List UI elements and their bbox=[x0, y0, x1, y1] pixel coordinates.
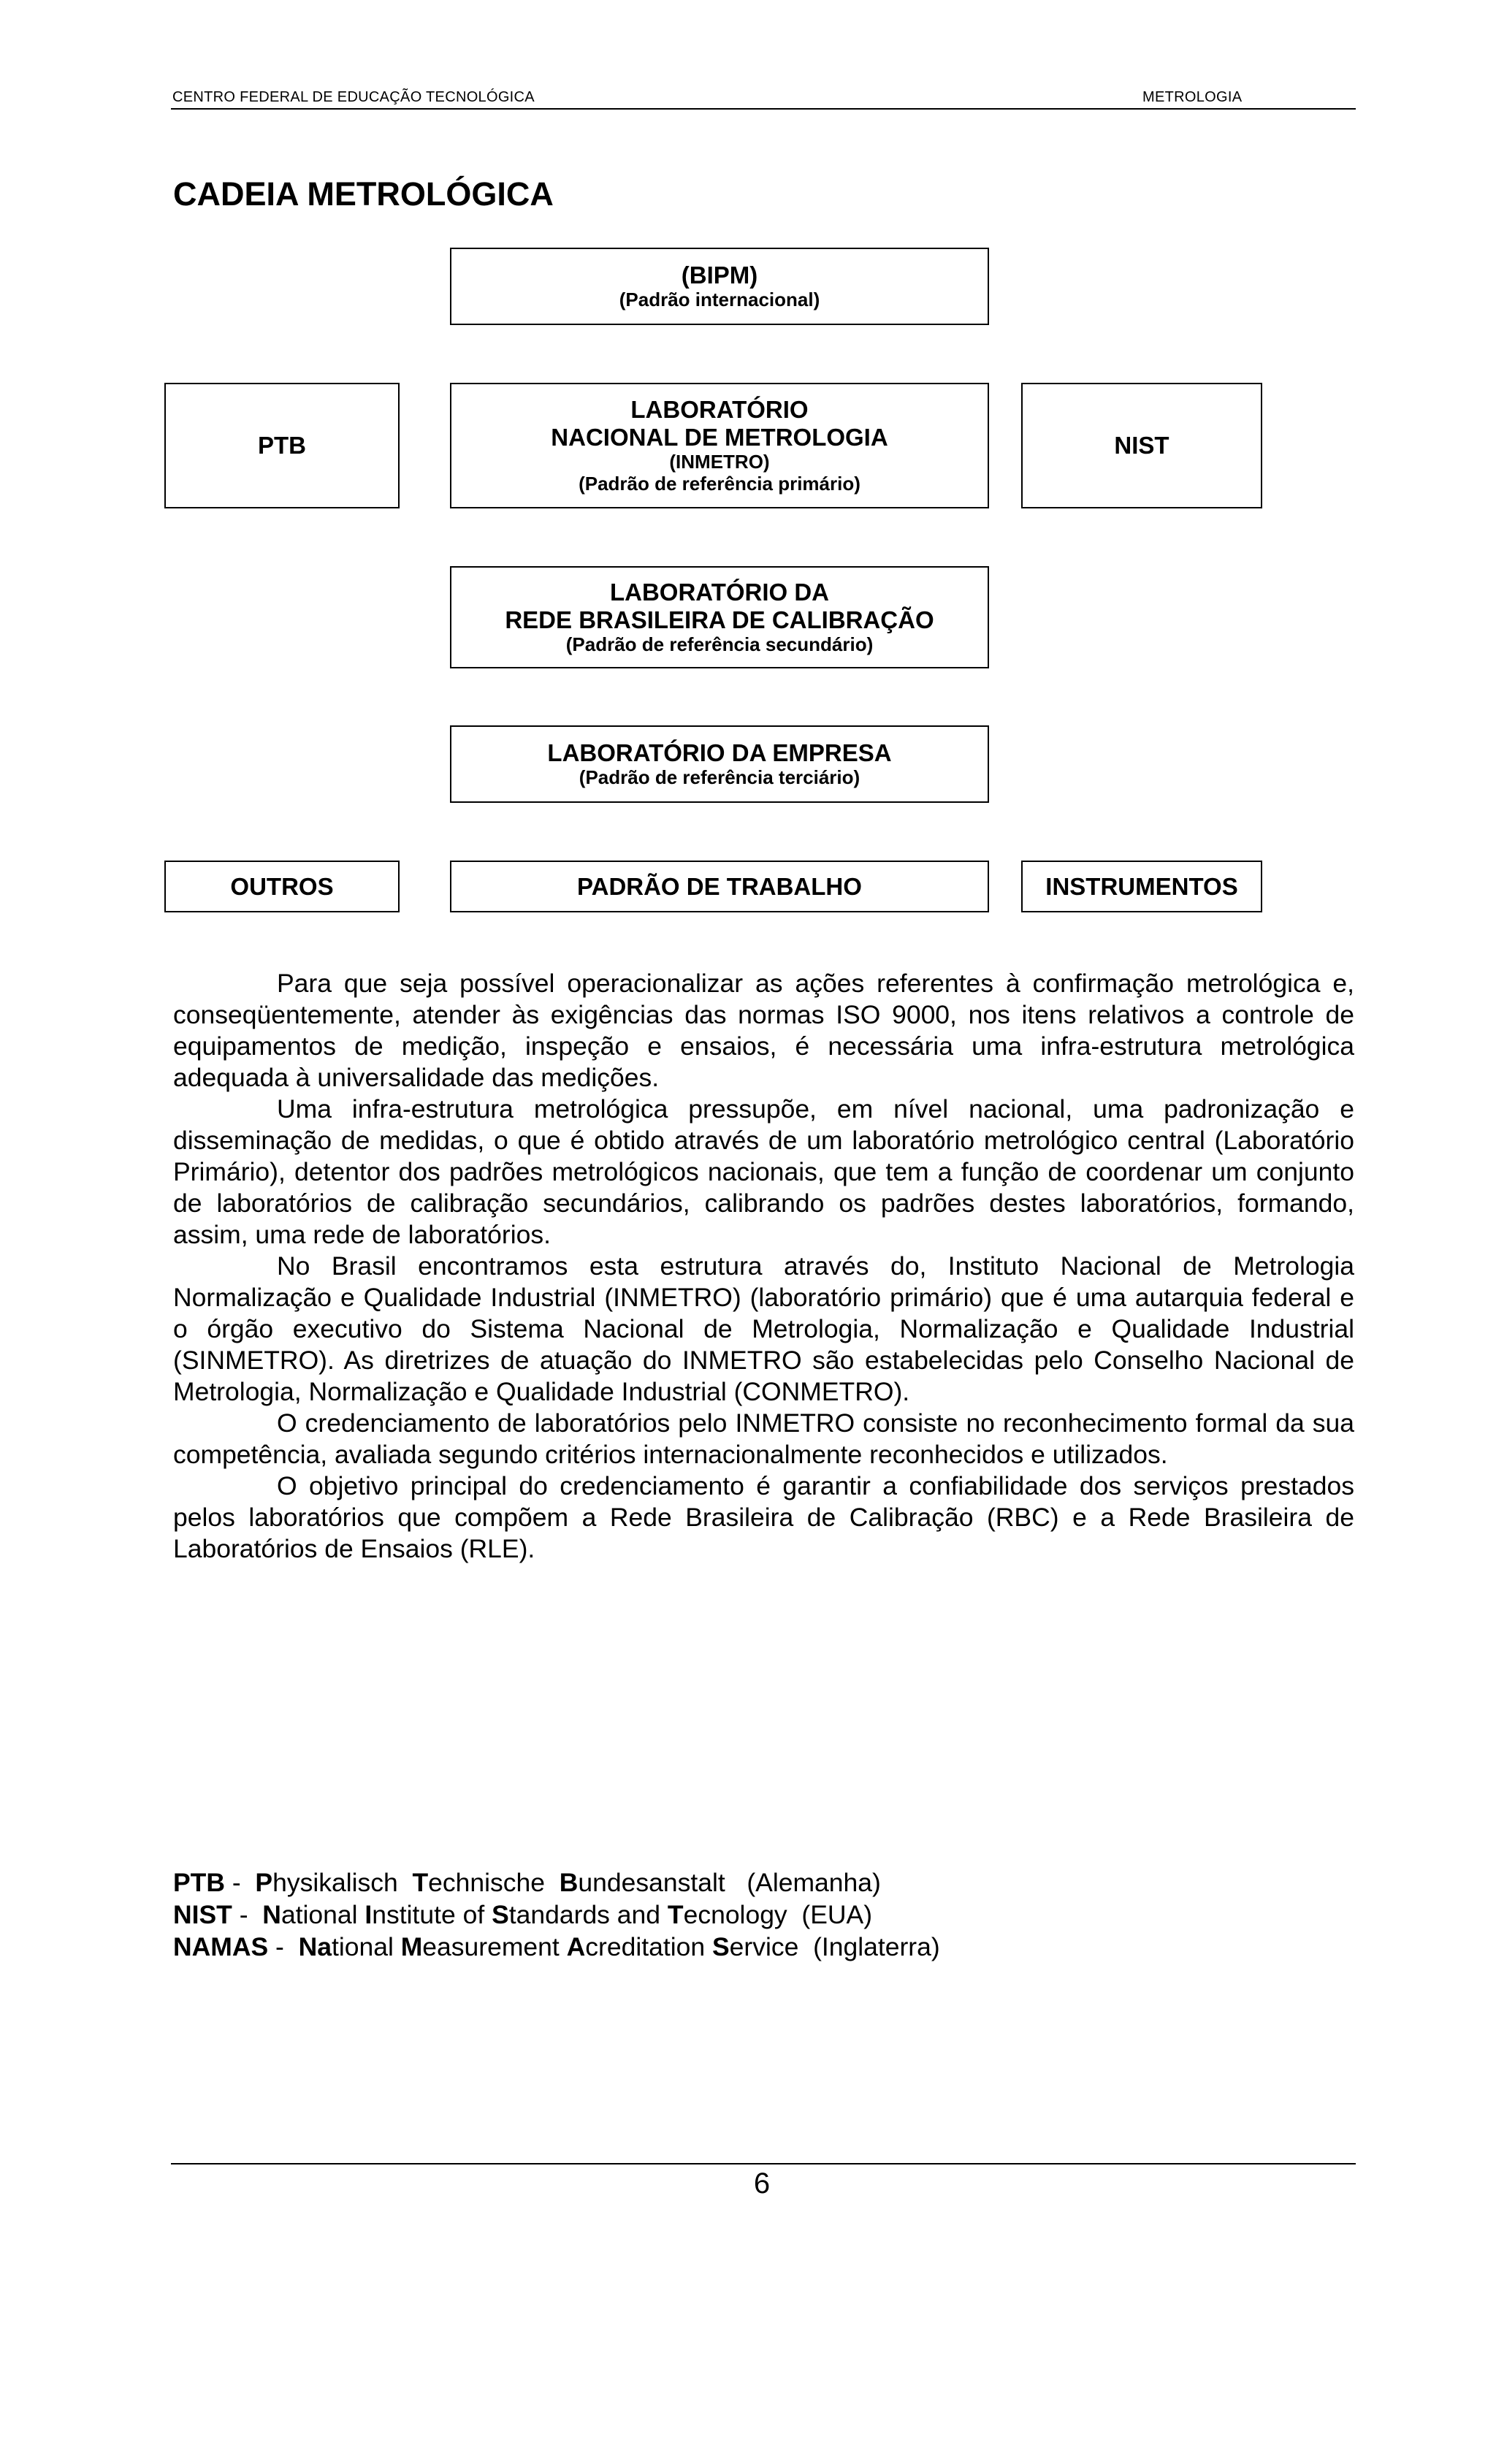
nist-label: NIST bbox=[1114, 432, 1169, 459]
abbrev-word: creditation bbox=[585, 1932, 712, 1961]
abbrev-term: PTB bbox=[173, 1868, 225, 1897]
abbrev-initial: B bbox=[559, 1868, 579, 1897]
bipm-subtitle: (Padrão internacional) bbox=[619, 289, 820, 311]
body-text bbox=[173, 968, 1354, 1565]
abbrev-initial: I bbox=[365, 1900, 373, 1929]
national-lab-line4: (Padrão de referência primário) bbox=[579, 472, 860, 495]
header-subject: METROLOGIA bbox=[1142, 89, 1243, 105]
national-lab-line2: NACIONAL DE METROLOGIA bbox=[551, 424, 888, 451]
rbc-lab-line3: (Padrão de referência secundário) bbox=[565, 633, 874, 655]
company-lab-line1: LABORATÓRIO DA EMPRESA bbox=[547, 739, 892, 767]
national-lab-line1: LABORATÓRIO bbox=[630, 396, 809, 424]
rbc-lab-line1: LABORATÓRIO DA bbox=[609, 579, 830, 606]
abbrev-word: ecnology bbox=[683, 1900, 787, 1929]
abbrev-initial: Na bbox=[298, 1932, 332, 1961]
others-label: OUTROS bbox=[230, 872, 334, 900]
national-lab-line3: (INMETRO) bbox=[669, 451, 770, 473]
abbrev-initial: A bbox=[566, 1932, 586, 1961]
header-institution: CENTRO FEDERAL DE EDUCAÇÃO TECNOLÓGICA bbox=[172, 89, 535, 105]
abbrev-word: ational bbox=[280, 1900, 365, 1929]
abbreviation-list bbox=[173, 1866, 940, 1963]
abbrev-word: easurement bbox=[422, 1932, 567, 1961]
page-number: 6 bbox=[753, 2167, 771, 2200]
abbrev-word: tandards and bbox=[508, 1900, 668, 1929]
company-lab-line2: (Padrão de referência terciário) bbox=[579, 766, 860, 789]
abbrev-initial: S bbox=[492, 1900, 509, 1929]
abbrev-initial: M bbox=[400, 1932, 423, 1961]
ptb-box bbox=[164, 383, 400, 508]
instruments-box bbox=[1021, 861, 1262, 912]
abbrev-initial: N bbox=[262, 1900, 281, 1929]
national-lab-box bbox=[450, 383, 989, 508]
abbrev-country: (Inglaterra) bbox=[813, 1932, 940, 1961]
work-standard-box bbox=[450, 861, 989, 912]
nist-box bbox=[1021, 383, 1262, 508]
paragraph: O credenciamento de laboratórios pelo INMETRO consiste no reconhecimento formal da sua competência, avaliada segundo critérios internacionalmente reconhecidos e utilizados. bbox=[173, 1408, 1354, 1469]
paragraph: Para que seja possível operacionalizar as ações referentes à confirmação metrológica e, conseqüentemente, atender às exigências das normas ISO 9000, nos itens relativos a controle de equipamentos de medição, inspeção e ensaios, é necessária uma infra-estrutura metrológica adequada à universalidade das medições. bbox=[173, 969, 1354, 1092]
abbrev-initial: T bbox=[412, 1868, 429, 1897]
abbrev-word: nstitute of bbox=[372, 1900, 492, 1929]
paragraph: No Brasil encontramos esta estrutura através do, Instituto Nacional de Metrologia Normalização e Qualidade Industrial (INMETRO) (laboratório primário) que é uma autarquia federal e o órgão executivo do Sistema Nacional de Metrologia, Normalização e Qualidade Industrial (SINMETRO). As diretrizes de atuação do INMETRO são estabelecidas pelo Conselho Nacional de Metrologia, Normalização e Qualidade Industrial (CONMETRO). bbox=[173, 1251, 1354, 1406]
abbrev-country: (EUA) bbox=[801, 1900, 873, 1929]
abbrev-initial: T bbox=[667, 1900, 684, 1929]
abbrev-term: NAMAS bbox=[173, 1932, 269, 1961]
abbrev-initial: S bbox=[711, 1932, 730, 1961]
bipm-title: (BIPM) bbox=[681, 262, 758, 289]
paragraph: O objetivo principal do credenciamento é garantir a confiabilidade dos serviços prestados pelos laboratórios que compõem a Rede Brasileira de Calibração (RBC) e a Rede Brasileira de Laboratórios de Ensaios (RLE). bbox=[173, 1471, 1354, 1563]
abbrev-word: echnische bbox=[428, 1868, 560, 1897]
abbrev-initial: P bbox=[255, 1868, 273, 1897]
paragraph: Uma infra-estrutura metrológica pressupõe, em nível nacional, uma padronização e disseminação de medidas, o que é obtido através de um laboratório metrológico central (Laboratório Primário), detentor dos padrões metrológicos nacionais, que tem a função de coordenar um conjunto de laboratórios de calibração secundários, calibrando os padrões destes laboratórios, formando, assim, uma rede de laboratórios. bbox=[173, 1094, 1354, 1249]
rbc-lab-line2: REDE BRASILEIRA DE CALIBRAÇÃO bbox=[505, 606, 934, 634]
company-lab-box bbox=[450, 725, 989, 803]
abbrev-country: (Alemanha) bbox=[747, 1868, 881, 1897]
abbrev-term: NIST bbox=[173, 1900, 232, 1929]
abbreviation-namas: NAMAS - National Measurement Acreditation Service (Inglaterra) bbox=[173, 1932, 940, 1961]
work-standard-label: PADRÃO DE TRABALHO bbox=[577, 872, 862, 900]
others-box bbox=[164, 861, 400, 912]
abbrev-word: undesanstalt bbox=[578, 1868, 725, 1897]
rbc-lab-box bbox=[450, 566, 989, 668]
section-title: CADEIA METROLÓGICA bbox=[173, 175, 554, 213]
abbreviation-nist: NIST - National Institute of Standards and Tecnology (EUA) bbox=[173, 1900, 873, 1929]
abbreviation-ptb: PTB - Physikalisch Technische Bundesanstalt (Alemanha) bbox=[173, 1868, 881, 1897]
abbrev-word: ervice bbox=[729, 1932, 799, 1961]
ptb-label: PTB bbox=[258, 432, 306, 459]
abbrev-word: hysikalisch bbox=[272, 1868, 413, 1897]
instruments-label: INSTRUMENTOS bbox=[1045, 872, 1238, 900]
page-header bbox=[171, 86, 1356, 110]
footer-rule bbox=[171, 2163, 1356, 2164]
abbrev-word: tional bbox=[331, 1932, 401, 1961]
bipm-box bbox=[450, 248, 989, 325]
